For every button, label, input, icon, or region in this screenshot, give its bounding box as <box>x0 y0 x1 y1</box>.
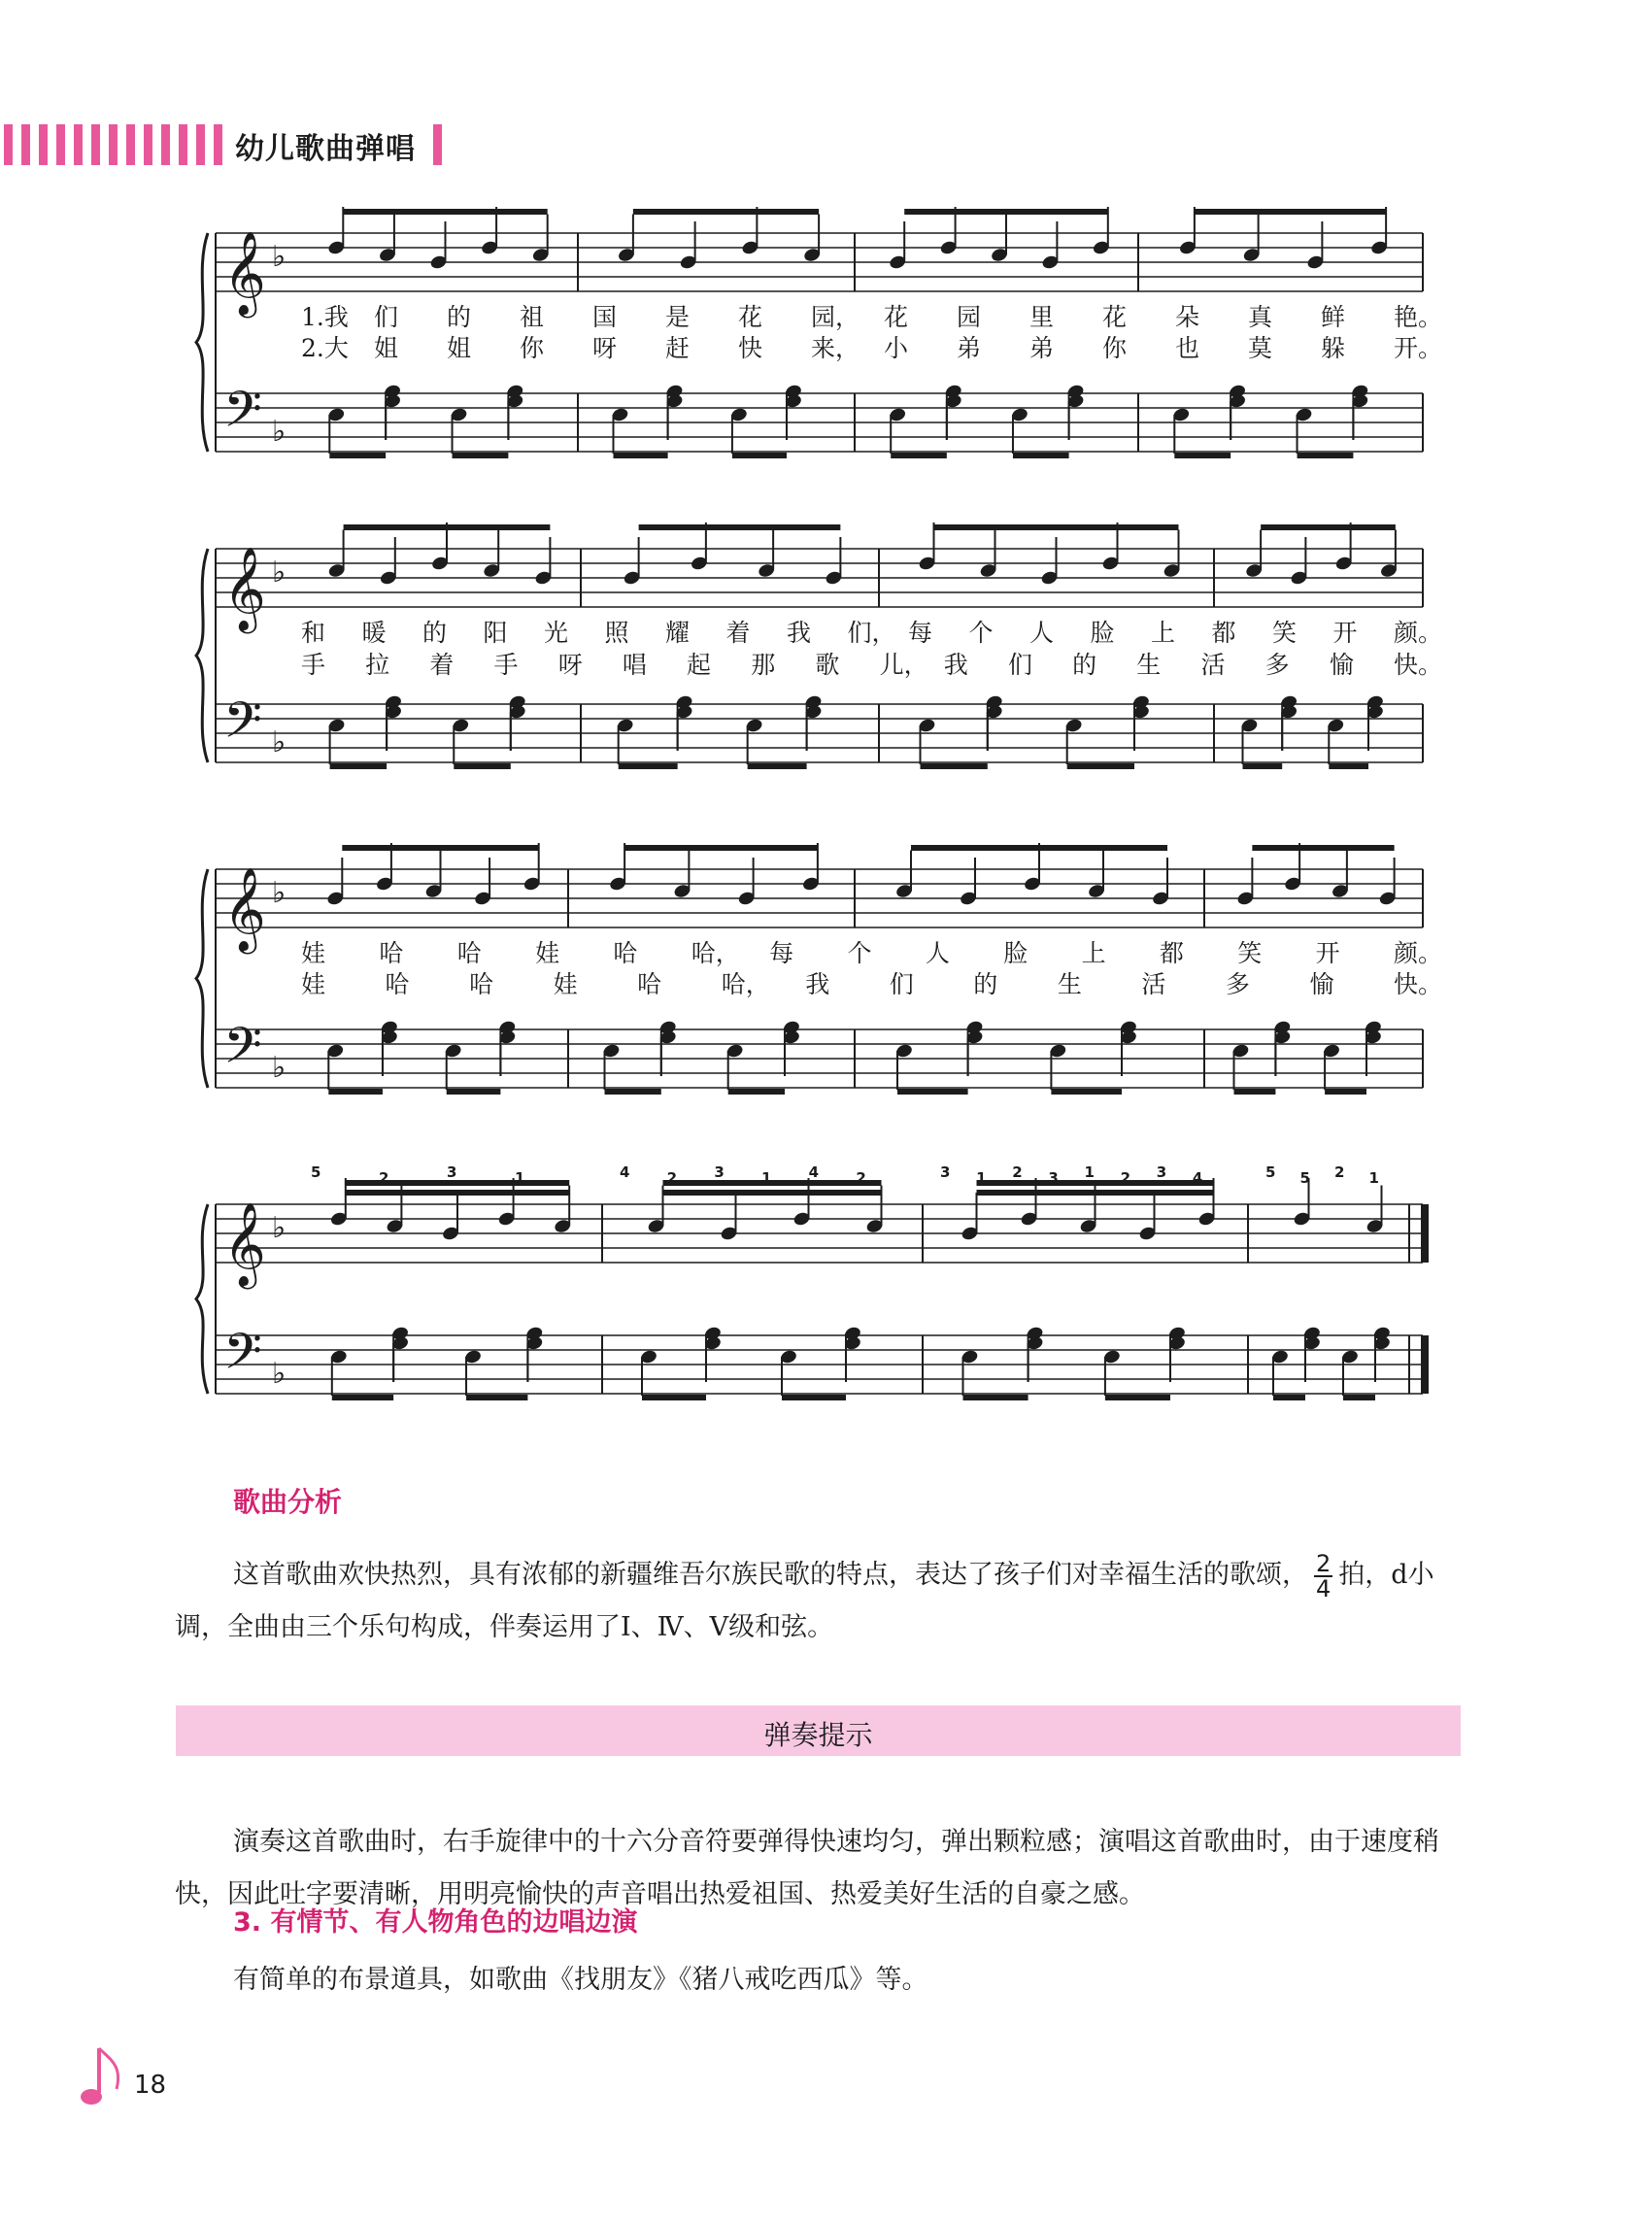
lyric-syllable: 光 <box>544 619 569 647</box>
fingering-number: 1 <box>1368 1169 1379 1187</box>
beam <box>897 1089 968 1095</box>
lyric-syllable: 们 <box>1007 651 1032 679</box>
fingering-number: 2 <box>1334 1163 1345 1181</box>
lyric-syllable: 祖 <box>520 303 545 331</box>
lyric-syllable: 姐 <box>447 334 472 362</box>
flat-key-signature: ♭ <box>272 415 287 449</box>
lyric-syllable: 快。 <box>1394 651 1443 679</box>
score-system <box>196 1163 1429 1400</box>
flat-key-signature: ♭ <box>272 240 287 274</box>
beam <box>728 1089 785 1095</box>
analysis-paragraph <box>175 1549 1467 1654</box>
flat-key-signature: ♭ <box>272 1211 287 1245</box>
beam <box>1051 1089 1122 1095</box>
lyric-syllable: 上 <box>1081 939 1106 967</box>
fingering-number: 1 <box>515 1169 525 1187</box>
lyric-syllable: 多 <box>1264 651 1290 679</box>
lyric-syllable: 颜。 <box>1394 619 1443 647</box>
lyric-syllable: 的 <box>973 970 998 998</box>
fingering-number: 4 <box>808 1163 820 1181</box>
lyric-syllable: 花 <box>1102 303 1128 331</box>
beam <box>1252 845 1394 851</box>
lyric-syllable: 每 <box>908 619 933 647</box>
lyric-syllable: 和 <box>301 619 326 647</box>
lyric-syllable: 我 <box>943 651 968 679</box>
lyric-syllable: 1.我 <box>301 303 349 331</box>
beam <box>624 845 818 851</box>
fingering-number: 3 <box>1156 1163 1167 1181</box>
beam <box>1067 763 1134 769</box>
fingering-number: 1 <box>1084 1163 1095 1181</box>
fingering-number: 2 <box>1120 1169 1131 1187</box>
lyric-syllable: 弟 <box>1029 334 1055 362</box>
lyric-syllable: 我 <box>787 619 812 647</box>
lyric-syllable: 的 <box>422 619 448 647</box>
bass-clef: 𝄢 <box>223 691 262 761</box>
lyric-syllable: 开 <box>1332 619 1358 647</box>
lyric-syllable: 唱 <box>622 651 647 679</box>
fingering-number: 2 <box>1012 1163 1023 1181</box>
lyric-syllable: 每 <box>769 939 794 967</box>
lyric-syllable: 人 <box>1029 619 1055 647</box>
lyric-syllable: 赶 <box>665 334 691 362</box>
flat-key-signature: ♭ <box>272 556 287 590</box>
bass-clef: 𝄢 <box>223 1322 262 1393</box>
beam <box>639 524 841 530</box>
lyric-syllable: 哈， <box>691 939 740 967</box>
beam <box>782 1395 846 1400</box>
fingering-number: 2 <box>666 1169 678 1187</box>
lyric-syllable: 来， <box>811 334 860 362</box>
lyric-syllable: 那 <box>751 651 776 679</box>
lyric-syllable: 个 <box>968 619 994 647</box>
lyric-syllable: 都 <box>1159 939 1184 967</box>
lyric-syllable: 你 <box>1102 334 1128 362</box>
lyric-syllable: 耀 <box>665 619 691 647</box>
lyric-syllable: 花 <box>884 303 909 331</box>
fingering-number: 3 <box>1048 1169 1059 1187</box>
eighth-note-page-icon <box>78 2044 136 2112</box>
fingering-number: 5 <box>1265 1163 1276 1181</box>
flat-key-signature: ♭ <box>272 1357 287 1391</box>
beam <box>1329 763 1368 769</box>
fraction-denominator: 4 <box>1316 1574 1332 1602</box>
running-title: 幼儿歌曲弹唱 <box>235 132 416 166</box>
tips-banner <box>176 1705 1461 1756</box>
lyric-syllable: 手 <box>493 651 519 679</box>
fingering-number: 3 <box>940 1163 951 1181</box>
treble-clef: 𝄞 <box>223 867 266 951</box>
lyric-syllable: 娃 <box>301 939 326 967</box>
lyric-syllable: 起 <box>687 651 712 679</box>
lyric-syllable: 娃 <box>535 939 560 967</box>
beam <box>1174 453 1231 458</box>
lyric-syllable: 是 <box>665 303 691 331</box>
beam <box>911 845 1167 851</box>
section-3-heading: 3. 有情节、有人物角色的边唱边演 <box>233 1907 638 1938</box>
beam <box>454 763 511 769</box>
fraction-numerator: 2 <box>1316 1549 1332 1577</box>
lyric-syllable: 多 <box>1225 970 1250 998</box>
lyric-syllable: 花 <box>738 303 763 331</box>
beam <box>343 209 547 215</box>
beam <box>332 1395 393 1400</box>
lyric-syllable: 活 <box>1200 651 1226 679</box>
lyric-syllable: 哈， <box>721 970 770 998</box>
lyric-syllable: 脸 <box>1003 939 1028 967</box>
brace <box>196 869 208 1088</box>
brace <box>196 233 208 452</box>
lyric-syllable: 开 <box>1315 939 1340 967</box>
lyric-syllable: 脸 <box>1090 619 1115 647</box>
lyric-syllable: 拉 <box>365 651 390 679</box>
lyric-syllable: 弟 <box>957 334 982 362</box>
beam <box>934 524 1179 530</box>
lyric-syllable: 快 <box>738 334 763 362</box>
lyric-syllable: 着 <box>725 619 751 647</box>
brace <box>196 549 208 762</box>
bass-clef: 𝄢 <box>223 1016 262 1087</box>
lyric-syllable: 哈 <box>613 939 638 967</box>
lyric-syllable: 手 <box>301 651 326 679</box>
lyric-syllable: 国 <box>592 303 618 331</box>
lyric-syllable: 哈 <box>385 970 410 998</box>
treble-clef: 𝄞 <box>223 231 266 315</box>
beam <box>328 1089 383 1095</box>
lyric-syllable: 的 <box>447 303 472 331</box>
lyric-syllable: 人 <box>925 939 950 967</box>
fingering-number: 1 <box>976 1169 987 1187</box>
beam <box>605 1089 661 1095</box>
fingering-number: 5 <box>311 1163 321 1181</box>
beam <box>1298 453 1354 458</box>
lyric-syllable: 们， <box>847 619 896 647</box>
lyric-syllable: 快。 <box>1394 970 1443 998</box>
treble-clef: 𝄞 <box>223 1202 266 1286</box>
lyric-syllable: 真 <box>1248 303 1273 331</box>
beam <box>614 453 668 458</box>
beam <box>1234 1089 1276 1095</box>
lyric-syllable: 娃 <box>553 970 578 998</box>
lyric-syllable: 哈 <box>469 970 494 998</box>
lyric-syllable: 歌 <box>815 651 840 679</box>
beam <box>1243 763 1283 769</box>
beam <box>891 453 947 458</box>
beam <box>342 845 538 851</box>
lyric-syllable: 都 <box>1211 619 1236 647</box>
score-system <box>196 523 1442 769</box>
beam <box>633 209 819 215</box>
lyric-syllable: 园 <box>957 303 982 331</box>
lyric-syllable: 活 <box>1141 970 1166 998</box>
tips-heading: 弹奏提示 <box>763 1719 873 1751</box>
beam <box>921 763 988 769</box>
final-barline <box>1421 1204 1429 1263</box>
treble-clef: 𝄞 <box>223 547 266 630</box>
fingering-number: 3 <box>714 1163 725 1181</box>
score-system <box>196 207 1442 458</box>
lyric-syllable: 阳 <box>483 619 508 647</box>
beam <box>1273 1395 1305 1400</box>
lyric-syllable: 小 <box>884 334 909 362</box>
final-barline <box>1421 1335 1429 1394</box>
lyric-syllable: 笑 <box>1237 939 1263 967</box>
lyric-syllable: 2.大 <box>301 334 349 362</box>
beam <box>447 1089 501 1095</box>
fingering-number: 1 <box>761 1169 772 1187</box>
lyric-syllable: 艳。 <box>1394 303 1443 331</box>
beam <box>1261 524 1396 530</box>
beam <box>1013 453 1069 458</box>
fingering-number: 4 <box>1192 1169 1203 1187</box>
beam <box>453 453 509 458</box>
beam <box>466 1395 527 1400</box>
lyric-syllable: 我 <box>805 970 830 998</box>
lyric-syllable: 也 <box>1175 334 1200 362</box>
section-3-paragraph: 有简单的布景道具，如歌曲《找朋友》《猪八戒吃西瓜》等。 <box>233 1965 928 1995</box>
lyric-syllable: 生 <box>1057 970 1082 998</box>
lyric-syllable: 们 <box>374 303 399 331</box>
beam <box>344 524 551 530</box>
lyric-syllable: 个 <box>847 939 872 967</box>
lyric-syllable: 愉 <box>1309 970 1334 998</box>
analysis-text-part1: 这首歌曲欢快热烈，具有浓郁的新疆维吾尔族民歌的特点，表达了孩子们对幸福生活的歌颂， <box>233 1560 1308 1590</box>
lyric-syllable: 莫 <box>1248 334 1273 362</box>
beam <box>1195 209 1386 215</box>
lyric-syllable: 们 <box>889 970 914 998</box>
lyric-syllable: 躲 <box>1321 334 1346 362</box>
fingering-number: 2 <box>856 1169 866 1187</box>
beam <box>329 453 386 458</box>
beam <box>1105 1395 1170 1400</box>
lyric-syllable: 暖 <box>361 619 387 647</box>
lyric-syllable: 姐 <box>374 334 399 362</box>
lyric-syllable: 里 <box>1029 303 1055 331</box>
time-signature-fraction <box>1314 1549 1332 1602</box>
beam <box>346 1190 569 1196</box>
flat-key-signature: ♭ <box>272 876 287 910</box>
fingering-number: 3 <box>447 1163 457 1181</box>
beam <box>904 209 1108 215</box>
lyric-syllable: 上 <box>1151 619 1176 647</box>
score-system <box>196 843 1442 1095</box>
lyric-syllable: 呀 <box>557 651 583 679</box>
lyric-syllable: 生 <box>1136 651 1162 679</box>
lyric-syllable: 你 <box>520 334 545 362</box>
lyric-syllable: 照 <box>604 619 629 647</box>
lyric-syllable: 哈 <box>456 939 482 967</box>
lyric-syllable: 哈 <box>637 970 662 998</box>
fingering-number: 5 <box>1299 1169 1310 1187</box>
flat-key-signature: ♭ <box>272 1051 287 1085</box>
beam <box>642 1395 706 1400</box>
beam <box>663 1180 882 1186</box>
lyric-syllable: 哈 <box>379 939 404 967</box>
lyric-syllable: 笑 <box>1272 619 1298 647</box>
lyric-syllable: 呀 <box>592 334 618 362</box>
lyric-syllable: 的 <box>1072 651 1097 679</box>
lyric-syllable: 愉 <box>1329 651 1354 679</box>
brace <box>196 1204 208 1394</box>
beam <box>748 763 807 769</box>
bass-clef: 𝄢 <box>223 380 262 451</box>
beam <box>1325 1089 1366 1095</box>
lyric-syllable: 颜。 <box>1394 939 1443 967</box>
flat-key-signature: ♭ <box>272 725 287 759</box>
beam <box>663 1190 882 1196</box>
beam <box>732 453 787 458</box>
tips-paragraph: 演奏这首歌曲时，右手旋律中的十六分音符要弹得快速均匀，弹出颗粒感；演唱这首歌曲时，由于速度稍快，因此吐字要清晰，用明亮愉快的声音唱出热爱祖国、热爱美好生活的自豪之感。 <box>175 1827 1439 1909</box>
lyric-syllable: 着 <box>429 651 455 679</box>
beam <box>1343 1395 1375 1400</box>
analysis-heading: 歌曲分析 <box>233 1486 343 1518</box>
beam <box>963 1395 1028 1400</box>
fingering-number: 4 <box>620 1163 630 1181</box>
lyric-syllable: 鲜 <box>1321 303 1346 331</box>
beam <box>977 1190 1214 1196</box>
lyric-syllable: 儿， <box>879 651 928 679</box>
lyric-syllable: 开。 <box>1394 334 1443 362</box>
analysis-text-part2: 拍，d小调，全曲由三个乐句构成，伴奏运用了Ⅰ、Ⅳ、Ⅴ级和弦。 <box>175 1560 1434 1642</box>
lyric-syllable: 园， <box>811 303 860 331</box>
beam <box>330 763 388 769</box>
beam <box>619 763 678 769</box>
fingering-number: 2 <box>379 1169 389 1187</box>
lyric-syllable: 娃 <box>301 970 326 998</box>
page-number: 18 <box>134 2071 167 2100</box>
lyric-syllable: 朵 <box>1175 303 1200 331</box>
